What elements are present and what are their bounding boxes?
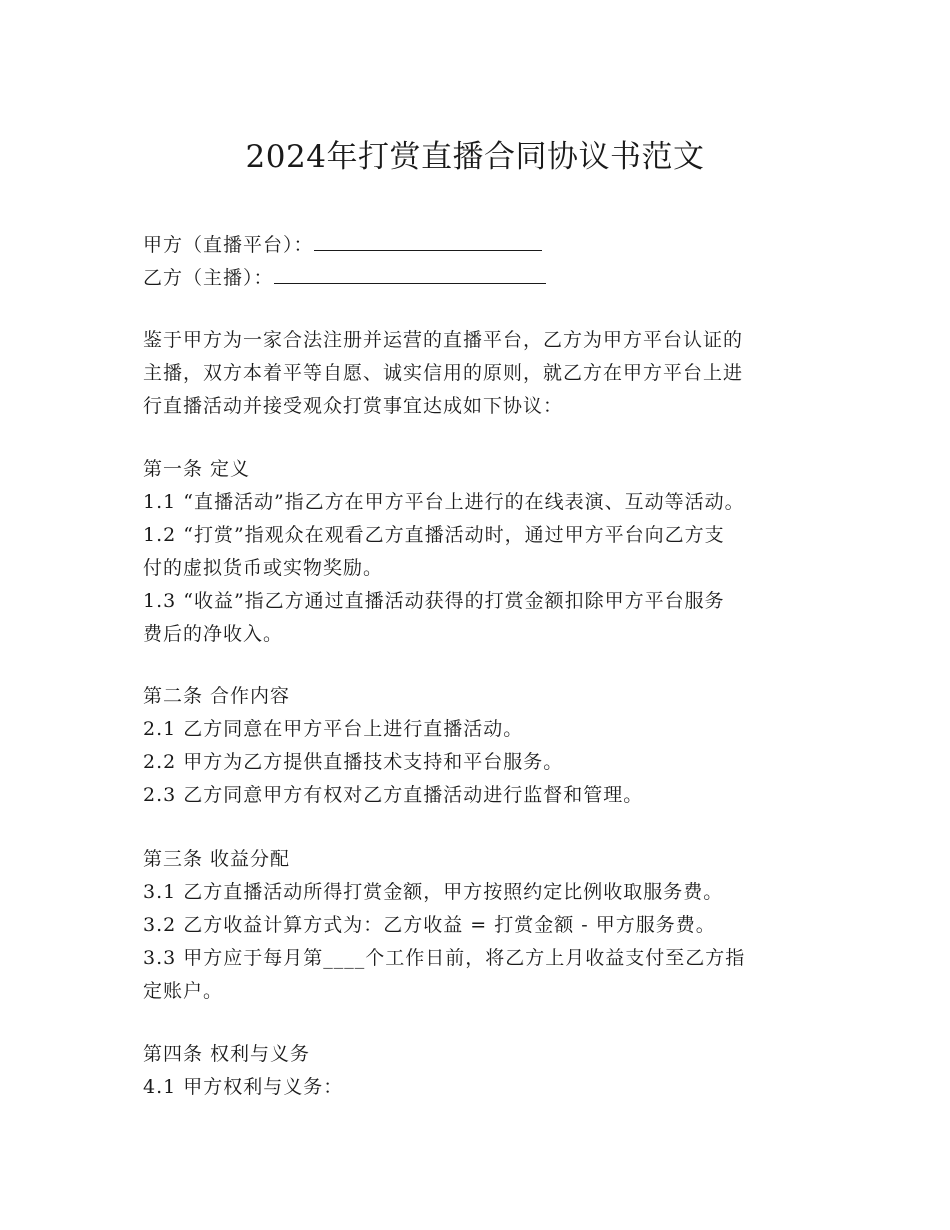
preamble-line: 鉴于甲方为一家合法注册并运营的直播平台，乙方为甲方平台认证的 — [143, 329, 744, 351]
clause-line: 1.3 “收益”指乙方通过直播活动获得的打赏金额扣除甲方平台服务 — [143, 590, 725, 612]
clause-line: 3.1 乙方直播活动所得打赏金额，甲方按照约定比例收取服务费。 — [143, 881, 724, 903]
section-heading: 第四条 权利与义务 — [143, 1043, 311, 1065]
clause-line: 2.1 乙方同意在甲方平台上进行直播活动。 — [143, 718, 524, 740]
section-heading: 第一条 定义 — [143, 458, 251, 480]
party-a-blank[interactable] — [314, 231, 542, 251]
party-b-line — [143, 262, 843, 295]
document-title: 2024年打赏直播合同协议书范文 — [245, 139, 705, 175]
party-a-label: 甲方（直播平台）： — [143, 234, 314, 256]
preamble-line: 行直播活动并接受观众打赏事宜达成如下协议： — [143, 395, 564, 417]
preamble-line: 主播，双方本着平等自愿、诚实信用的原则，就乙方在甲方平台上进 — [143, 362, 744, 384]
clause-line: 定账户。 — [143, 980, 224, 1002]
section-heading: 第二条 合作内容 — [143, 685, 291, 707]
clause-line: 付的虚拟货币或实物奖励。 — [143, 557, 384, 579]
section-cooperation — [143, 680, 843, 812]
party-b-blank[interactable] — [274, 264, 546, 284]
clause-line: 2.3 乙方同意甲方有权对乙方直播活动进行监督和管理。 — [143, 784, 644, 806]
clause-line: 1.2 “打赏”指观众在观看乙方直播活动时，通过甲方平台向乙方支 — [143, 524, 725, 546]
clause-line: 1.1 “直播活动”指乙方在甲方平台上进行的在线表演、互动等活动。 — [143, 491, 745, 513]
clause-line: 3.3 甲方应于每月第____个工作日前，将乙方上月收益支付至乙方指 — [143, 947, 746, 969]
clause-line: 3.2 乙方收益计算方式为：乙方收益 = 打赏金额 - 甲方服务费。 — [143, 914, 716, 936]
section-heading: 第三条 收益分配 — [143, 848, 291, 870]
clause-line: 4.1 甲方权利与义务： — [143, 1076, 344, 1098]
party-a-line — [143, 229, 843, 262]
clause-line: 2.2 甲方为乙方提供直播技术支持和平台服务。 — [143, 751, 564, 773]
party-block — [143, 229, 843, 295]
party-b-label: 乙方（主播）： — [143, 267, 274, 289]
section-revenue — [143, 843, 843, 1008]
clause-line: 费后的净收入。 — [143, 623, 284, 645]
preamble — [143, 324, 843, 423]
section-rights — [143, 1038, 843, 1104]
section-definitions — [143, 453, 843, 651]
